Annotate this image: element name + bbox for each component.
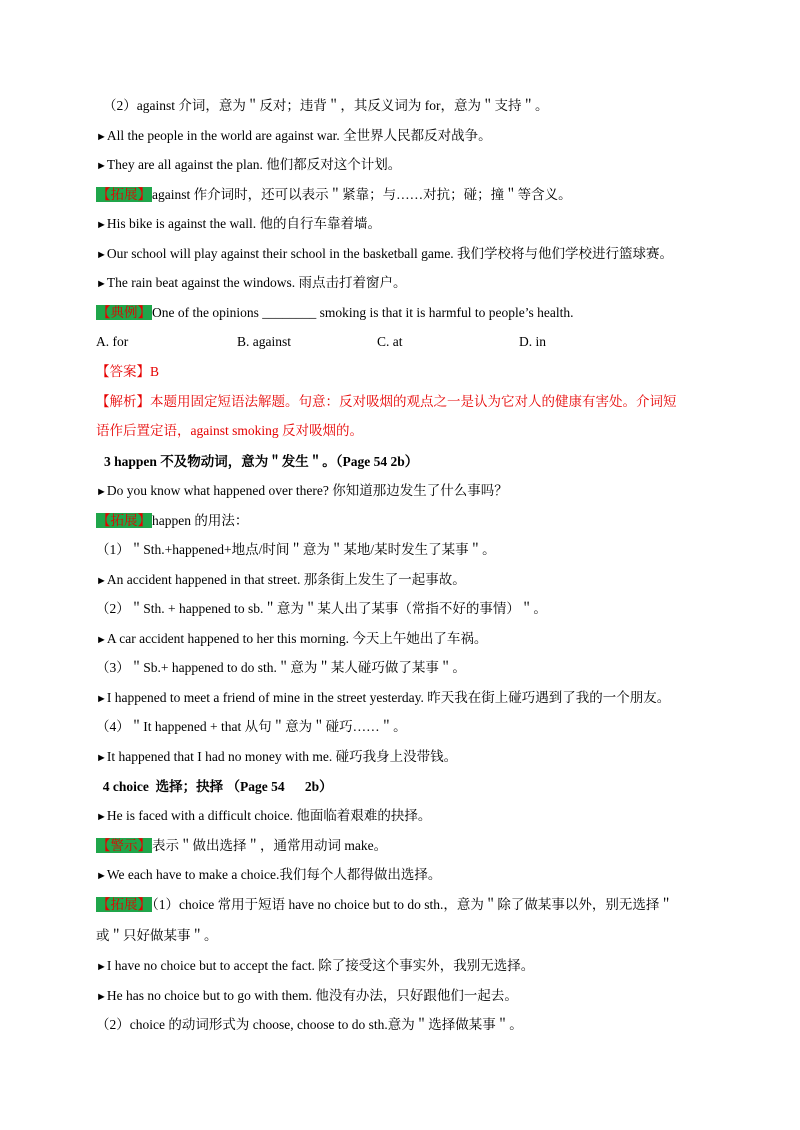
example-sentence: ►I happened to meet a friend of mine in the street yesterday. 昨天我在街上碰巧遇到了我的一个朋友。 [96,690,671,705]
tag-label: 【警示】 [97,838,151,853]
tag-label: 【拓展】 [97,897,151,912]
option-d: D. in [519,334,546,349]
usage-line: （4）＂It happened + that 从句＂意为＂碰巧……＂。 [96,719,407,734]
option-a: A. for [96,334,129,349]
tag-label: 【拓展】 [97,187,151,202]
example-sentence: ►Our school will play against their school in the basketball game. 我们学校将与他们学校进行篮球赛。 [96,246,674,261]
text-line: （2）against 介词，意为＂反对；违背＂，其反义词为 for，意为＂支持＂。 [103,98,549,113]
example-sentence: ►They are all against the plan. 他们都反对这个计划。 [96,157,402,172]
section-heading-choice: 4 choice 选择；抉择 （Page 54 2b） [96,779,333,794]
usage-line: （3）＂Sb.+ happened to do sth.＂意为＂某人碰巧做了某事＂。 [96,660,466,675]
example-sentence: ►He is faced with a difficult choice. 他面临着艰难的抉择。 [96,808,432,823]
example-sentence: ►An accident happened in that street. 那条街上发生了一起事故。 [96,572,466,587]
extension-note: 【拓展】happen 的用法： [97,513,249,528]
example-sentence: ►His bike is against the wall. 他的自行车靠着墙。 [96,216,381,231]
example-sentence: ►A car accident happened to her this morning. 今天上午她出了车祸。 [96,631,488,646]
usage-line: （2）＂Sth. + happened to sb.＂意为＂某人出了某事（常指不好的事情）＂。 [96,601,547,616]
analysis-line-2: 语作后置定语，against smoking 反对吸烟的。 [96,423,363,438]
tag-label: 【拓展】 [97,513,151,528]
example-sentence: ►Do you know what happened over there? 你知道那边发生了什么事吗？ [96,483,508,498]
example-sentence: ►I have no choice but to accept the fact. 除了接受这个事实外，我别无选择。 [96,958,535,973]
warning-note: 【警示】表示＂做出选择＂，通常用动词 make。 [97,838,388,853]
extension-note: 【拓展】against 作介词时，还可以表示＂紧靠；与……对抗；碰；撞＂等含义。 [97,187,572,202]
analysis-line: 【解析】本题用固定短语法解题。句意：反对吸烟的观点之一是认为它对人的健康有害处。介词短 [96,394,677,409]
answer-tag: 【答案】 [96,364,150,379]
option-b: B. against [237,334,291,349]
example-sentence: ►We each have to make a choice.我们每个人都得做出选择。 [96,867,442,882]
option-c: C. at [377,334,403,349]
analysis-tag: 【解析】 [96,394,150,409]
answer-line: 【答案】B [96,364,160,379]
section-heading-happen: 3 happen 不及物动词，意为＂发生＂。（Page 54 2b） [104,454,419,469]
example-sentence: ►All the people in the world are against war. 全世界人民都反对战争。 [96,128,492,143]
extension-note: 【拓展】（1）choice 常用于短语 have no choice but to do sth.，意为＂除了做某事以外，别无选择＂ [97,897,673,912]
example-sentence: ►It happened that I had no money with me. 碰巧我身上没带钱。 [96,749,458,764]
usage-line: 或＂只好做某事＂。 [96,928,218,943]
typical-example: 【典例】One of the opinions ________ smoking is that it is harmful to people’s health. [97,305,574,320]
usage-line: （1）＂Sth.+happened+地点/时间＂意为＂某地/某时发生了某事＂。 [96,542,496,557]
tag-label: 【典例】 [97,305,151,320]
example-sentence: ►The rain beat against the windows. 雨点击打着窗户。 [96,275,407,290]
usage-line: （2）choice 的动词形式为 choose, choose to do sth.意为＂选择做某事＂。 [96,1017,523,1032]
example-sentence: ►He has no choice but to go with them. 他没有办法，只好跟他们一起去。 [96,988,518,1003]
